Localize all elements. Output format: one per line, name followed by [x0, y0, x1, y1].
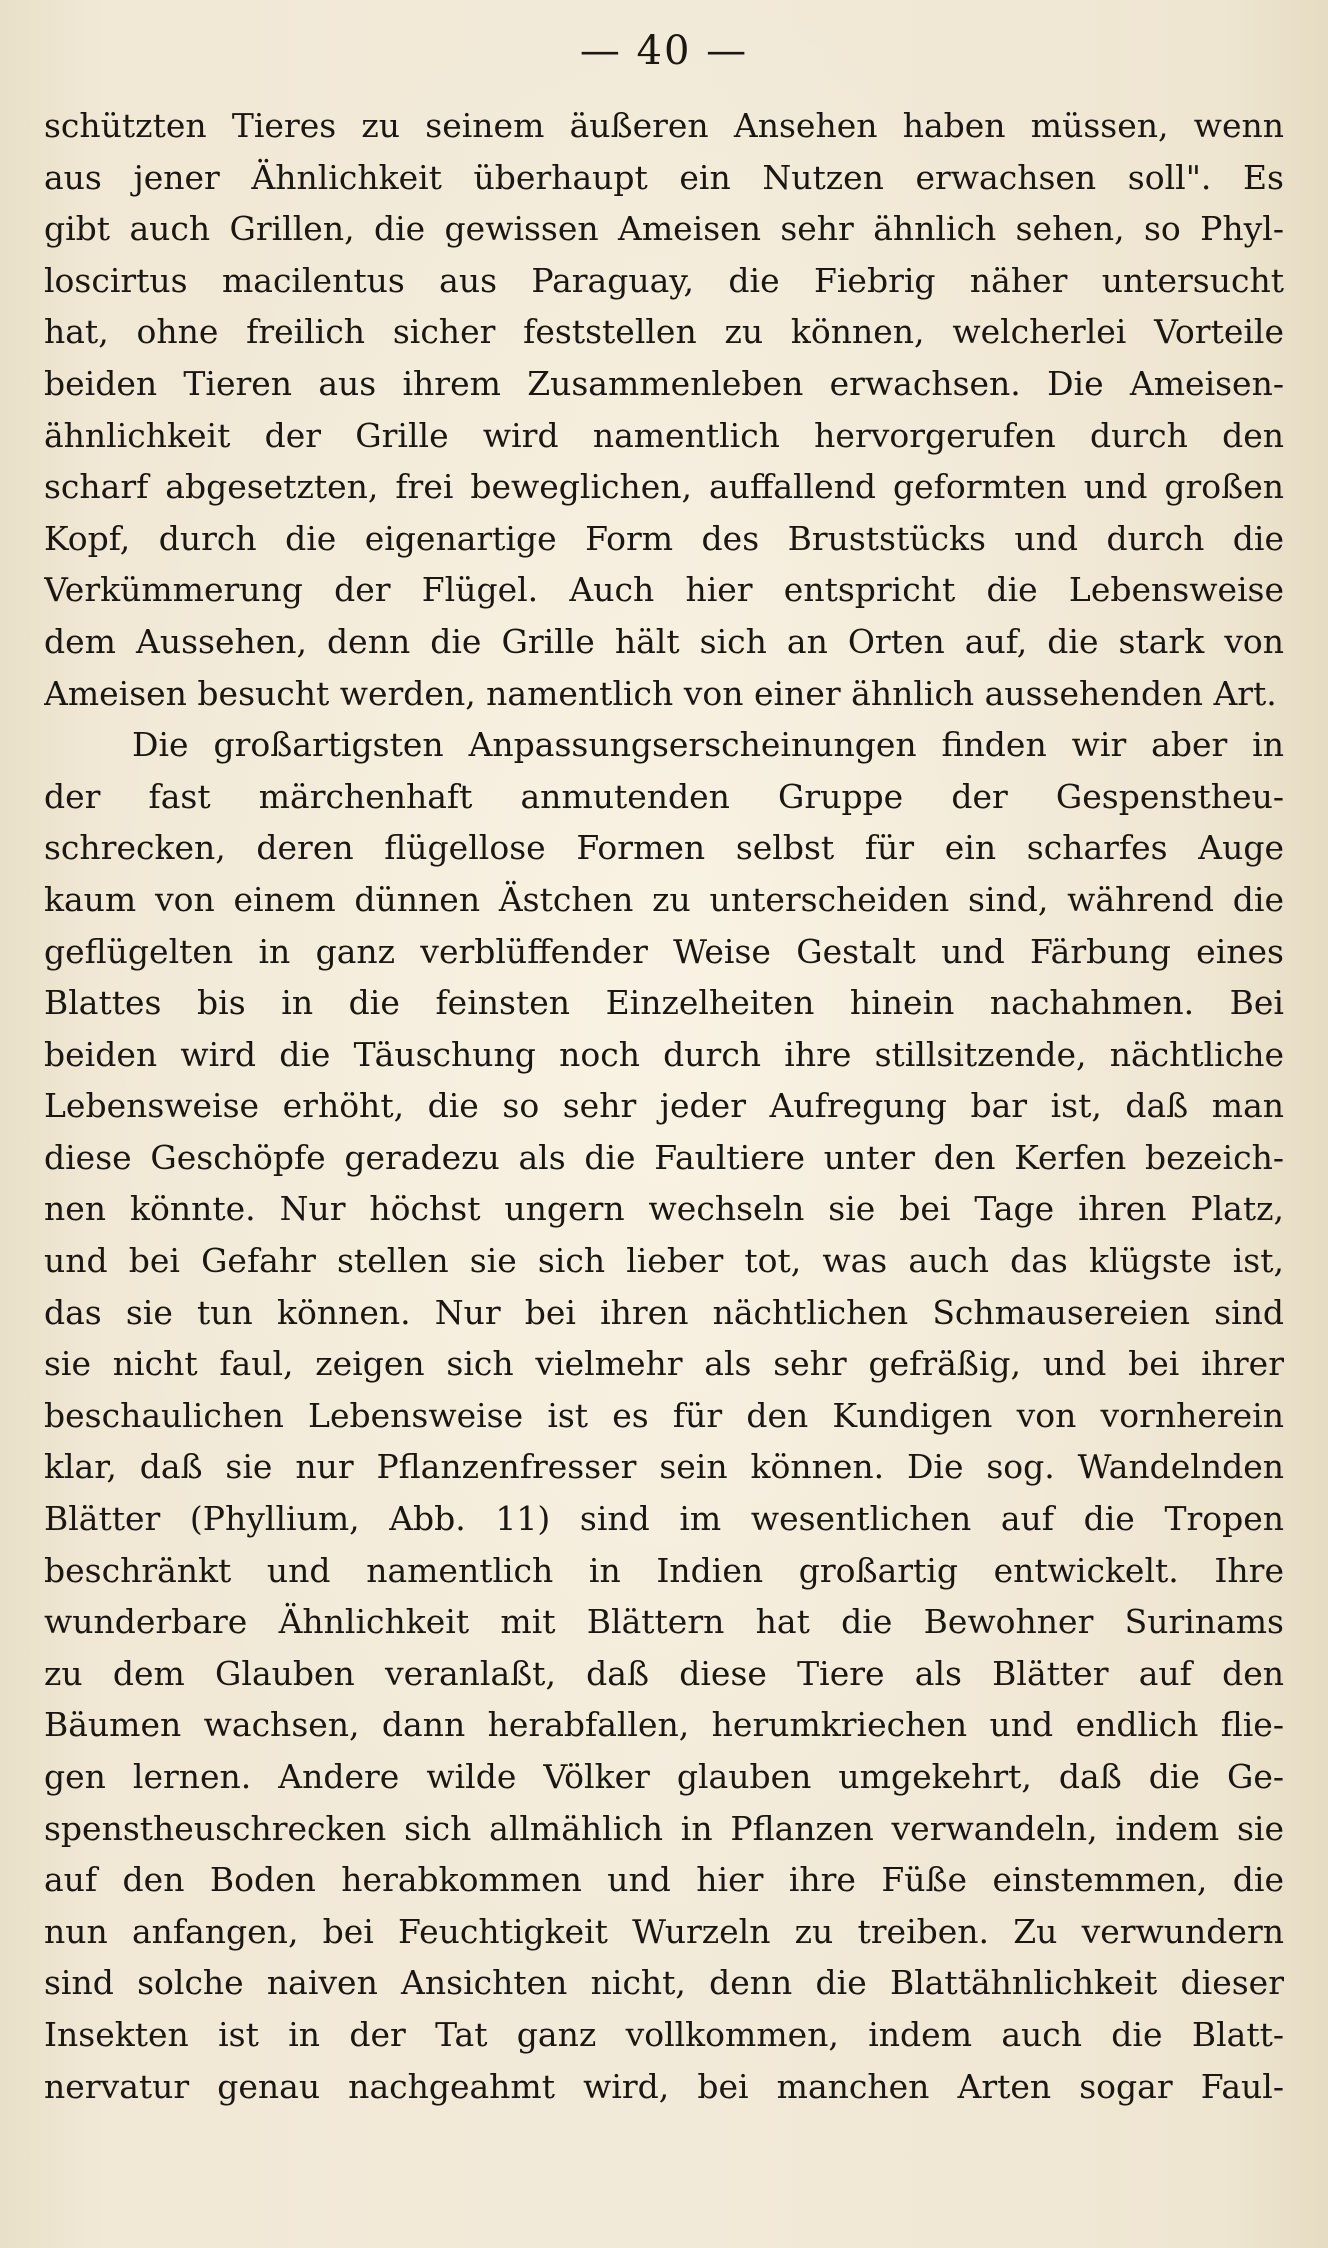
text-line: aus jener Ähnlichkeit überhaupt ein Nutzen erwachsen soll". Es [44, 157, 1284, 197]
text-line: kaum von einem dünnen Ästchen zu unterscheiden sind, während die [44, 879, 1284, 919]
text-line: Kopf, durch die eigenartige Form des Bruststücks und durch die [44, 518, 1284, 558]
paragraph-end-line: Ameisen besucht werden, namentlich von einer ähnlich aussehenden Art. [44, 673, 1277, 713]
text-line: gen lernen. Andere wilde Völker glauben umgekehrt, daß die Ge- [44, 1757, 1284, 1796]
text-line: wunderbare Ähnlichkeit mit Blättern hat die Bewohner Surinams [44, 1602, 1284, 1642]
text-line: loscirtus macilentus aus Paraguay, die Fiebrig näher untersucht [44, 260, 1284, 300]
text-line: auf den Boden herabkommen und hier ihre Füße einstemmen, die [44, 1860, 1284, 1900]
text-line: schrecken, deren flügellose Formen selbst für ein scharfes Auge [44, 828, 1284, 868]
text-line: ähnlichkeit der Grille wird namentlich hervorgerufen durch den [44, 415, 1284, 455]
text-line: nun anfangen, bei Feuchtigkeit Wurzeln zu treiben. Zu verwundern [44, 1911, 1284, 1951]
text-line: geflügelten in ganz verblüffender Weise Gestalt und Färbung eines [44, 931, 1284, 971]
text-line: diese Geschöpfe geradezu als die Faultiere unter den Kerfen bezeich- [44, 1137, 1284, 1177]
text-line: scharf abgesetzten, frei beweglichen, auffallend geformten und großen [44, 467, 1284, 507]
text-line: beiden wird die Täuschung noch durch ihre stillsitzende, nächtliche [44, 1034, 1284, 1074]
text-line: beschaulichen Lebensweise ist es für den Kundigen von vornherein [44, 1395, 1284, 1435]
text-line: Blattes bis in die feinsten Einzelheiten hinein nachahmen. Bei [44, 983, 1284, 1023]
text-line: Insekten ist in der Tat ganz vollkommen, indem auch die Blatt- [44, 2014, 1284, 2054]
text-line: sie nicht faul, zeigen sich vielmehr als sehr gefräßig, und bei ihrer [44, 1344, 1284, 1384]
text-line: gibt auch Grillen, die gewissen Ameisen sehr ähnlich sehen, so Phyl- [44, 209, 1284, 249]
text-line: der fast märchenhaft anmutenden Gruppe der Gespenstheu- [44, 776, 1284, 816]
text-line: Lebensweise erhöht, die so sehr jeder Aufregung bar ist, daß man [44, 1086, 1284, 1126]
text-line: spenstheuschrecken sich allmählich in Pflanzen verwandeln, indem sie [44, 1808, 1284, 1848]
text-line: Bäumen wachsen, dann herabfallen, herumkriechen und endlich flie- [44, 1705, 1284, 1745]
text-line: das sie tun können. Nur bei ihren nächtlichen Schmausereien sind [44, 1292, 1284, 1332]
text-line: und bei Gefahr stellen sie sich lieber tot, was auch das klügste ist, [44, 1241, 1284, 1281]
page-number: — 40 — [579, 28, 749, 74]
text-line: hat, ohne freilich sicher feststellen zu können, welcherlei Vorteile [44, 312, 1284, 352]
text-line: schützten Tieres zu seinem äußeren Ansehen haben müssen, wenn [44, 106, 1284, 145]
text-line: beiden Tieren aus ihrem Zusammenleben erwachsen. Die Ameisen- [44, 363, 1284, 403]
text-line: Verkümmerung der Flügel. Auch hier entspricht die Lebensweise [44, 570, 1284, 610]
text-line: sind solche naiven Ansichten nicht, denn die Blattähnlichkeit dieser [44, 1963, 1284, 2003]
text-line: nervatur genau nachgeahmt wird, bei manchen Arten sogar Faul- [44, 2066, 1284, 2106]
text-line: Blätter (Phyllium, Abb. 11) sind im wesentlichen auf die Tropen [44, 1499, 1284, 1539]
body-text [44, 100, 1284, 2112]
text-line: klar, daß sie nur Pflanzenfresser sein können. Die sog. Wandelnden [44, 1447, 1284, 1487]
text-line: nen könnte. Nur höchst ungern wechseln sie bei Tage ihren Platz, [44, 1189, 1284, 1229]
text-line: dem Aussehen, denn die Grille hält sich an Orten auf, die stark von [44, 621, 1284, 661]
text-line: zu dem Glauben veranlaßt, daß diese Tiere als Blätter auf den [44, 1653, 1284, 1693]
paragraph-start-line: Die großartigsten Anpassungserscheinungen finden wir aber in [132, 725, 1284, 765]
text-line: beschränkt und namentlich in Indien großartig entwickelt. Ihre [44, 1550, 1284, 1590]
